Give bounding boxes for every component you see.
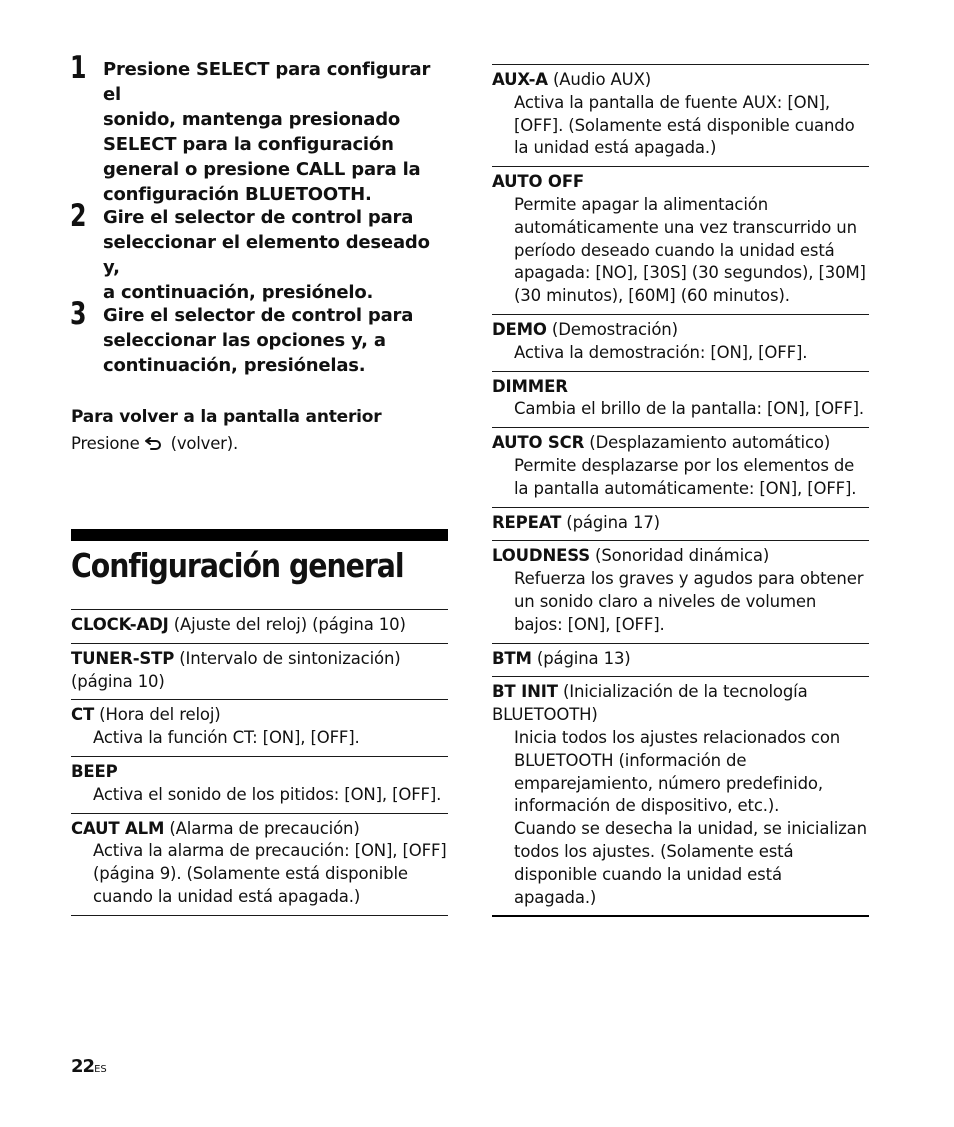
return-text-before: Presione — [71, 434, 140, 453]
setting-entry — [71, 699, 448, 756]
setting-entry — [71, 609, 448, 643]
setting-key: REPEAT — [492, 512, 562, 532]
setting-heading — [492, 648, 869, 671]
setting-key: AUTO OFF — [492, 172, 585, 192]
setting-description: Activa la pantalla de fuente AUX: [ON], [OFF]. (Solamente está disponible cuando la unidad está apagada.) — [514, 92, 855, 158]
setting-key: TUNER-STP — [71, 648, 175, 668]
setting-entry — [492, 427, 869, 506]
setting-description: Permite apagar la alimentación automáticamente una vez transcurrido un período deseado cuando la unidad está apagada: [NO], [30S] (30 segundos), [30M] (30 minutos), [60M] (60 minutos). — [514, 194, 866, 306]
setting-key: DIMMER — [492, 376, 568, 396]
setting-key: AUX-A — [492, 70, 548, 89]
setting-key-note: (Ajuste del reloj) (página 10) — [168, 615, 406, 634]
setting-description: Refuerza los graves y agudos para obtener un sonido claro a niveles de volumen bajos: [ON], [OFF]. — [514, 569, 864, 634]
setting-key-note: (página 13) — [531, 648, 631, 668]
setting-key-note: (Demostración) — [546, 319, 678, 339]
setting-heading — [492, 512, 869, 535]
setting-key: BT INIT — [492, 682, 558, 702]
setting-heading — [71, 648, 448, 694]
setting-entry — [492, 676, 869, 915]
setting-heading — [492, 171, 869, 194]
setting-entry — [492, 507, 869, 541]
setting-heading — [492, 432, 869, 455]
step-1 — [70, 50, 448, 207]
setting-key: BEEP — [71, 761, 118, 781]
setting-key: LOUDNESS — [492, 546, 590, 566]
step-number: 3 — [70, 296, 87, 332]
setting-description: Cambia el brillo de la pantalla: [ON], [OFF]. — [514, 399, 864, 419]
setting-entry — [492, 64, 869, 166]
list-end-rule — [71, 915, 448, 916]
page-number — [71, 1056, 107, 1077]
setting-heading — [492, 545, 869, 568]
setting-description: Activa la demostración: [ON], [OFF]. — [514, 342, 808, 362]
setting-heading — [492, 319, 869, 342]
setting-entry — [71, 813, 448, 915]
setting-heading — [71, 761, 448, 784]
left-settings-list — [71, 609, 448, 916]
section-rule — [71, 529, 448, 541]
page-number-value: 22 — [71, 1056, 95, 1077]
setting-key-note: (página 17) — [561, 512, 660, 532]
setting-description: Activa la función CT: [ON], [OFF]. — [93, 728, 360, 748]
setting-entry — [492, 540, 869, 642]
setting-key-note: (Intervalo de sintonización) (página 10) — [71, 648, 401, 691]
step-text: Gire el selector de control para seleccionar el elemento deseado y, a continuación, presiónelo. — [103, 207, 430, 303]
step-number: 2 — [70, 198, 87, 234]
setting-heading — [492, 376, 869, 399]
step-3 — [70, 296, 448, 378]
setting-key: CAUT ALM — [71, 818, 165, 838]
return-text-after: (volver). — [170, 434, 239, 453]
setting-entry — [71, 756, 448, 813]
right-settings-list — [492, 64, 869, 917]
setting-entry — [492, 643, 869, 677]
setting-key-note: (Inicialización de la tecnología BLUETOOTH) — [492, 682, 808, 725]
setting-key: BTM — [492, 648, 532, 668]
list-end-rule — [492, 915, 869, 917]
setting-heading — [71, 704, 448, 727]
return-heading: Para volver a la pantalla anterior — [71, 407, 382, 427]
setting-key-note: (Sonoridad dinámica) — [589, 546, 770, 566]
back-arrow-icon — [144, 434, 164, 450]
page-language-suffix: ES — [94, 1064, 107, 1075]
setting-heading — [492, 69, 869, 92]
setting-key-note: (Alarma de precaución) — [164, 818, 360, 838]
setting-heading — [71, 614, 448, 637]
setting-key: CT — [71, 705, 95, 725]
step-number: 1 — [70, 50, 87, 86]
setting-description: Activa el sonido de los pitidos: [ON], [OFF]. — [93, 784, 442, 804]
setting-description: Permite desplazarse por los elementos de la pantalla automáticamente: [ON], [OFF]. — [514, 455, 857, 498]
setting-key-note: (Audio AUX) — [547, 70, 652, 89]
step-text: Presione SELECT para configurar el sonido, mantenga presionado SELECT para la configuración general o presione CALL para la configuración BLUETOOTH. — [103, 59, 431, 205]
setting-entry — [492, 314, 869, 371]
setting-heading — [492, 681, 869, 727]
step-2 — [70, 198, 448, 305]
setting-entry — [492, 371, 869, 428]
setting-key-note: (Desplazamiento automático) — [584, 433, 831, 453]
setting-key: DEMO — [492, 319, 547, 339]
setting-heading — [71, 818, 448, 841]
setting-key: AUTO SCR — [492, 433, 585, 453]
setting-entry — [71, 643, 448, 700]
section-title: Configuración general — [71, 546, 404, 585]
setting-key-note: (Hora del reloj) — [94, 705, 221, 725]
step-text: Gire el selector de control para seleccionar las opciones y, a continuación, presiónelas. — [103, 305, 414, 376]
return-instruction — [71, 432, 238, 456]
setting-description: Activa la alarma de precaución: [ON], [OFF] (página 9). (Solamente está disponible cuando la unidad está apagada.) — [93, 841, 447, 906]
setting-key: CLOCK-ADJ — [71, 615, 169, 634]
setting-description: Inicia todos los ajustes relacionados con BLUETOOTH (información de emparejamiento, número predefinido, información de dispositivo, etc.). Cuando se desecha la unidad, se inicializan todos los ajustes. (Solamente está disponible cuando la unidad está apagada.) — [514, 727, 867, 907]
setting-entry — [492, 166, 869, 314]
